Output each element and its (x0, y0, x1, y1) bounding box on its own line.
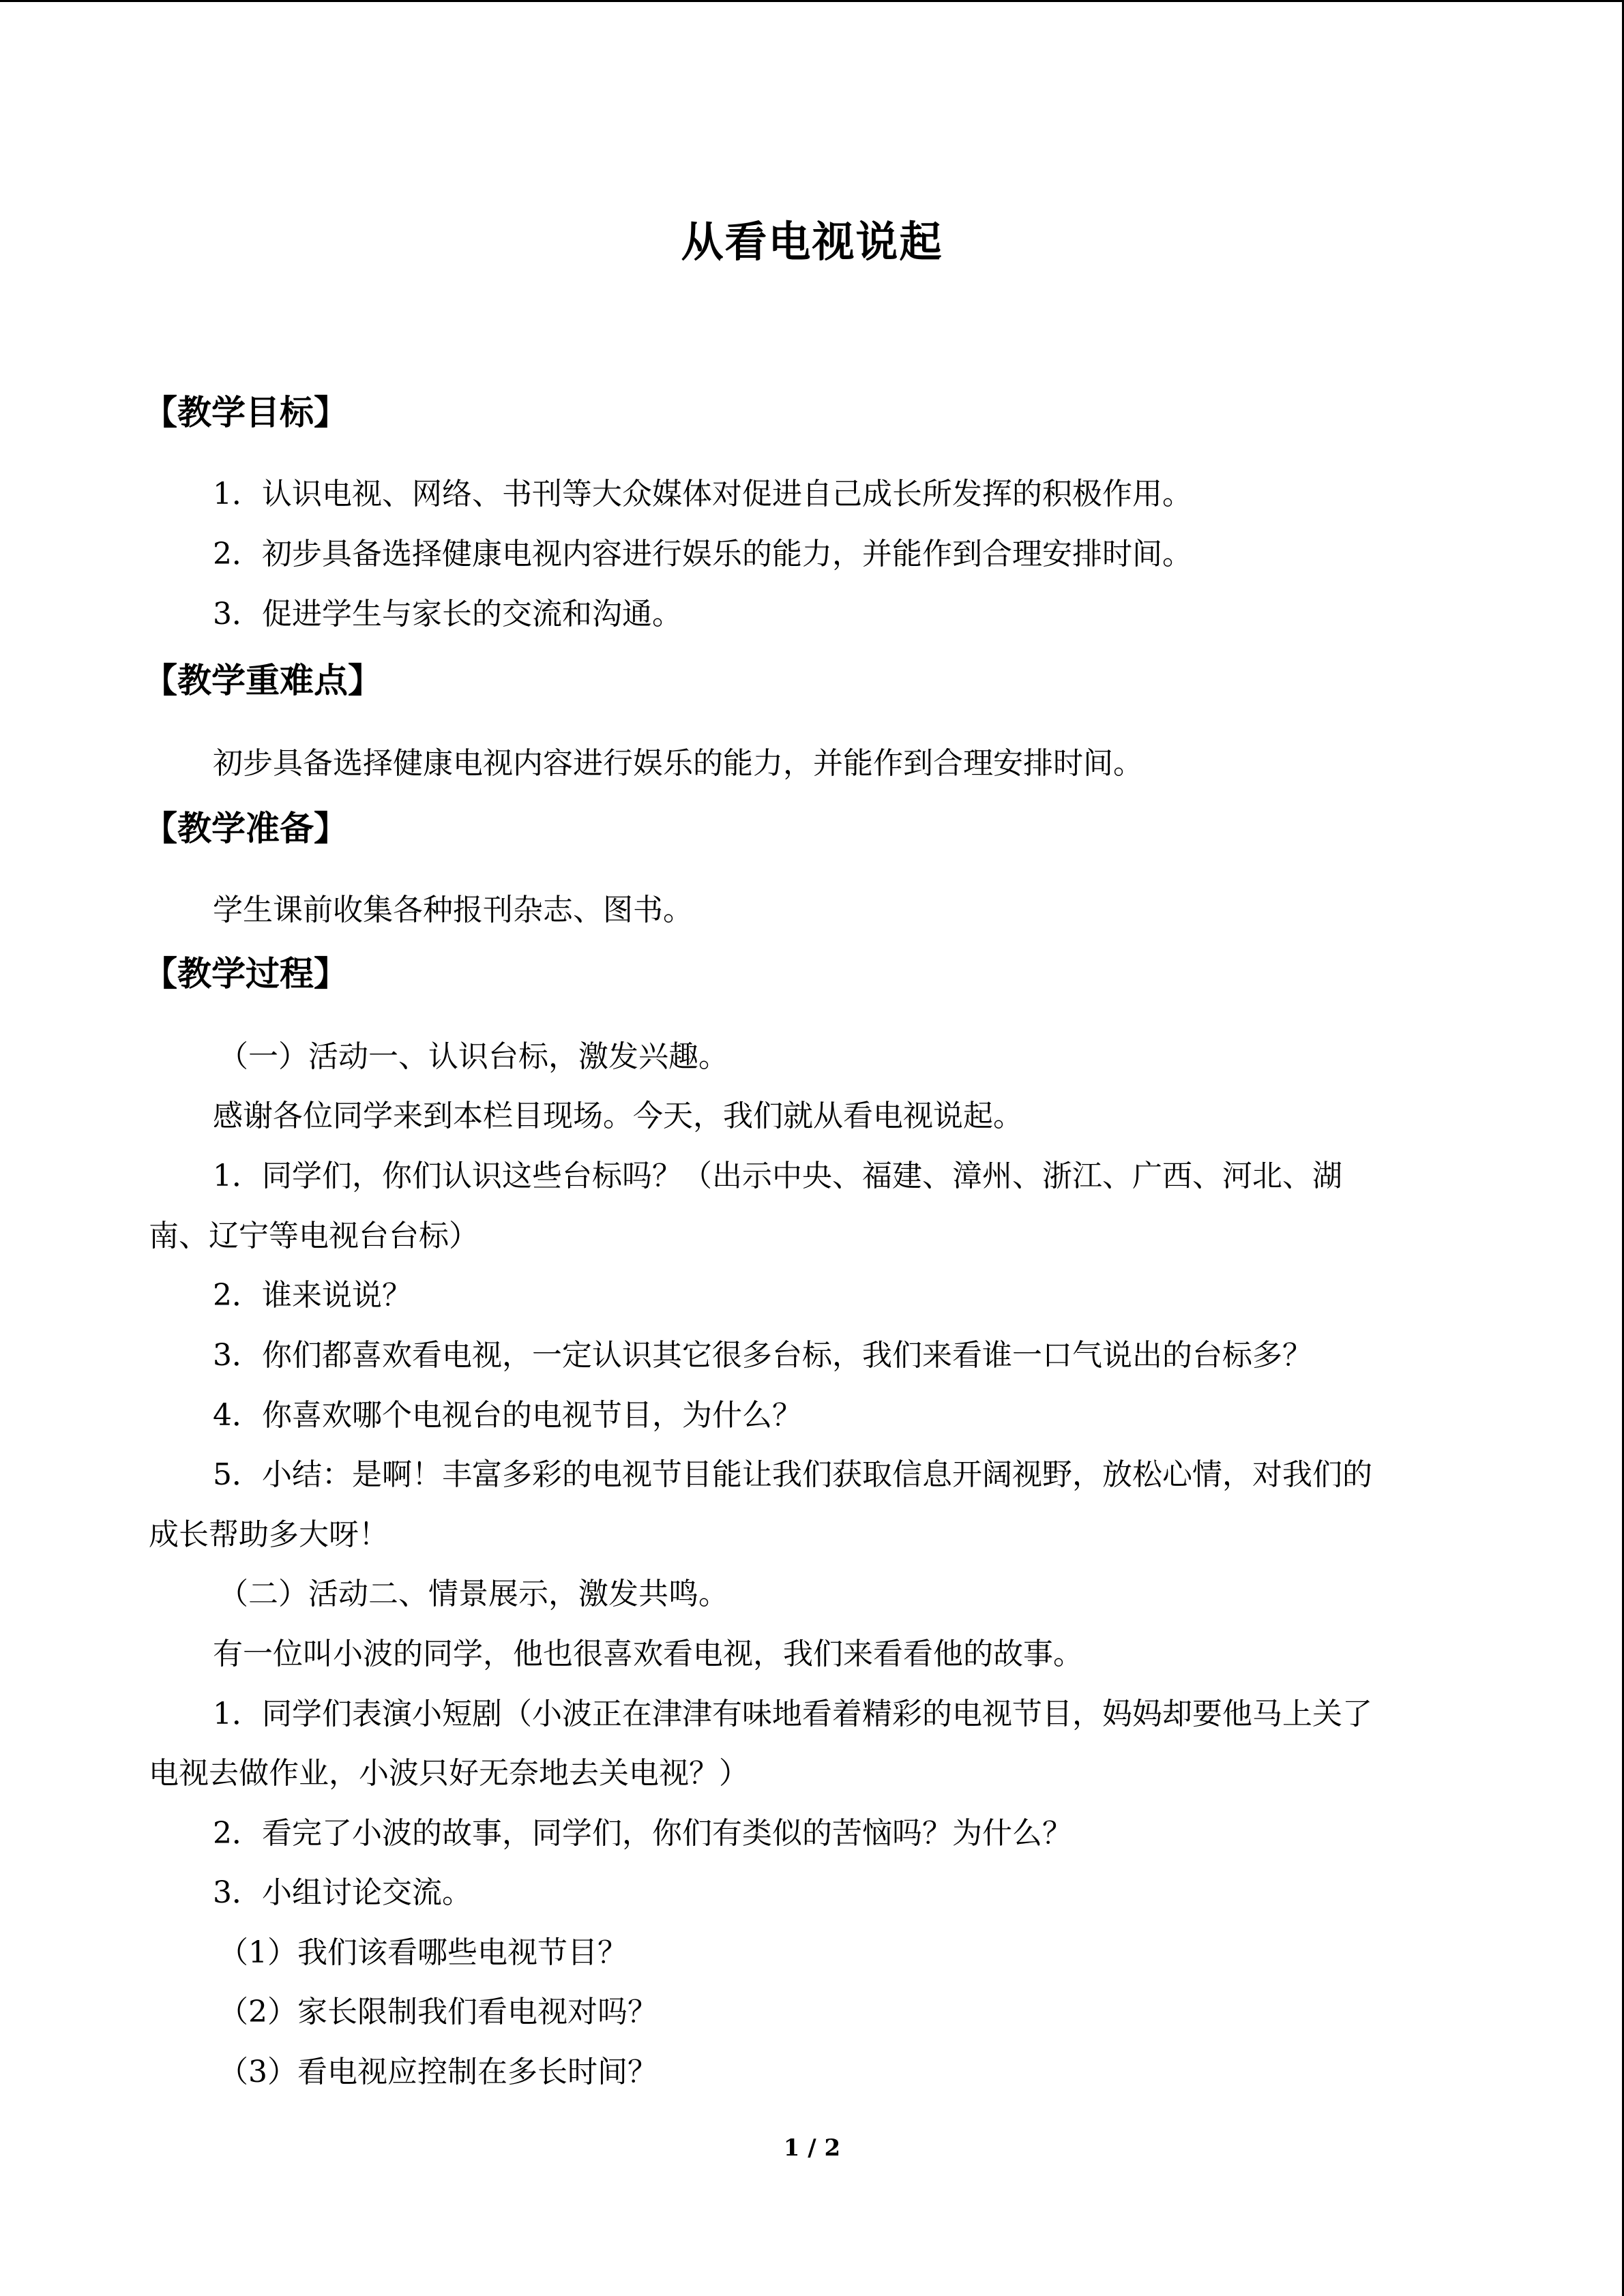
process-line: （2）家长限制我们看电视对吗？ (218, 1995, 658, 2029)
process-line: （二）活动二、情景展示，激发共鸣。 (218, 1577, 728, 1611)
heading-key-points: 【教学重难点】 (143, 661, 382, 700)
objective-item: 2．初步具备选择健康电视内容进行娱乐的能力，并能作到合理安排时间。 (213, 537, 1192, 571)
key-points-text: 初步具备选择健康电视内容进行娱乐的能力，并能作到合理安排时间。 (213, 746, 1143, 781)
heading-preparation: 【教学准备】 (143, 809, 348, 848)
process-line: 1．同学们，你们认识这些台标吗？（出示中央、福建、漳州、浙江、广西、河北、湖 (213, 1159, 1342, 1193)
preparation-text: 学生课前收集各种报刊杂志、图书。 (213, 893, 693, 927)
process-line: 4．你喜欢哪个电视台的电视节目，为什么？ (213, 1398, 802, 1433)
heading-objectives: 【教学目标】 (143, 393, 348, 432)
process-line: 成长帮助多大呀！ (149, 1517, 389, 1552)
heading-process: 【教学过程】 (143, 954, 348, 994)
process-line: 3．小组讨论交流。 (213, 1875, 472, 1910)
process-line: （3）看电视应控制在多长时间？ (218, 2055, 658, 2089)
document-title: 从看电视说起 (681, 217, 943, 267)
process-line: 南、辽宁等电视台台标） (149, 1219, 479, 1253)
process-line: 3．你们都喜欢看电视，一定认识其它很多台标，我们来看谁一口气说出的台标多？ (213, 1338, 1312, 1373)
process-line: （1）我们该看哪些电视节目？ (218, 1935, 628, 1970)
page-number: 1 / 2 (783, 2134, 841, 2162)
process-line: 1．同学们表演小短剧（小波正在津津有味地看着精彩的电视节目，妈妈却要他马上关了 (213, 1697, 1372, 1731)
process-line: 5．小结：是啊！丰富多彩的电视节目能让我们获取信息开阔视野，放松心情，对我们的 (213, 1457, 1372, 1492)
process-line: 有一位叫小波的同学，他也很喜欢看电视，我们来看看他的故事。 (213, 1637, 1083, 1671)
objective-item: 3．促进学生与家长的交流和沟通。 (213, 597, 682, 631)
process-line: 2．谁来说说？ (213, 1278, 412, 1313)
process-line: 2．看完了小波的故事，同学们，你们有类似的苦恼吗？为什么？ (213, 1816, 1072, 1851)
process-line: 感谢各位同学来到本栏目现场。今天，我们就从看电视说起。 (213, 1099, 1023, 1133)
objective-item: 1．认识电视、网络、书刊等大众媒体对促进自己成长所发挥的积极作用。 (213, 477, 1192, 511)
process-line: 电视去做作业，小波只好无奈地去关电视？） (149, 1756, 749, 1791)
process-line: （一）活动一、认识台标，激发兴趣。 (218, 1039, 728, 1074)
